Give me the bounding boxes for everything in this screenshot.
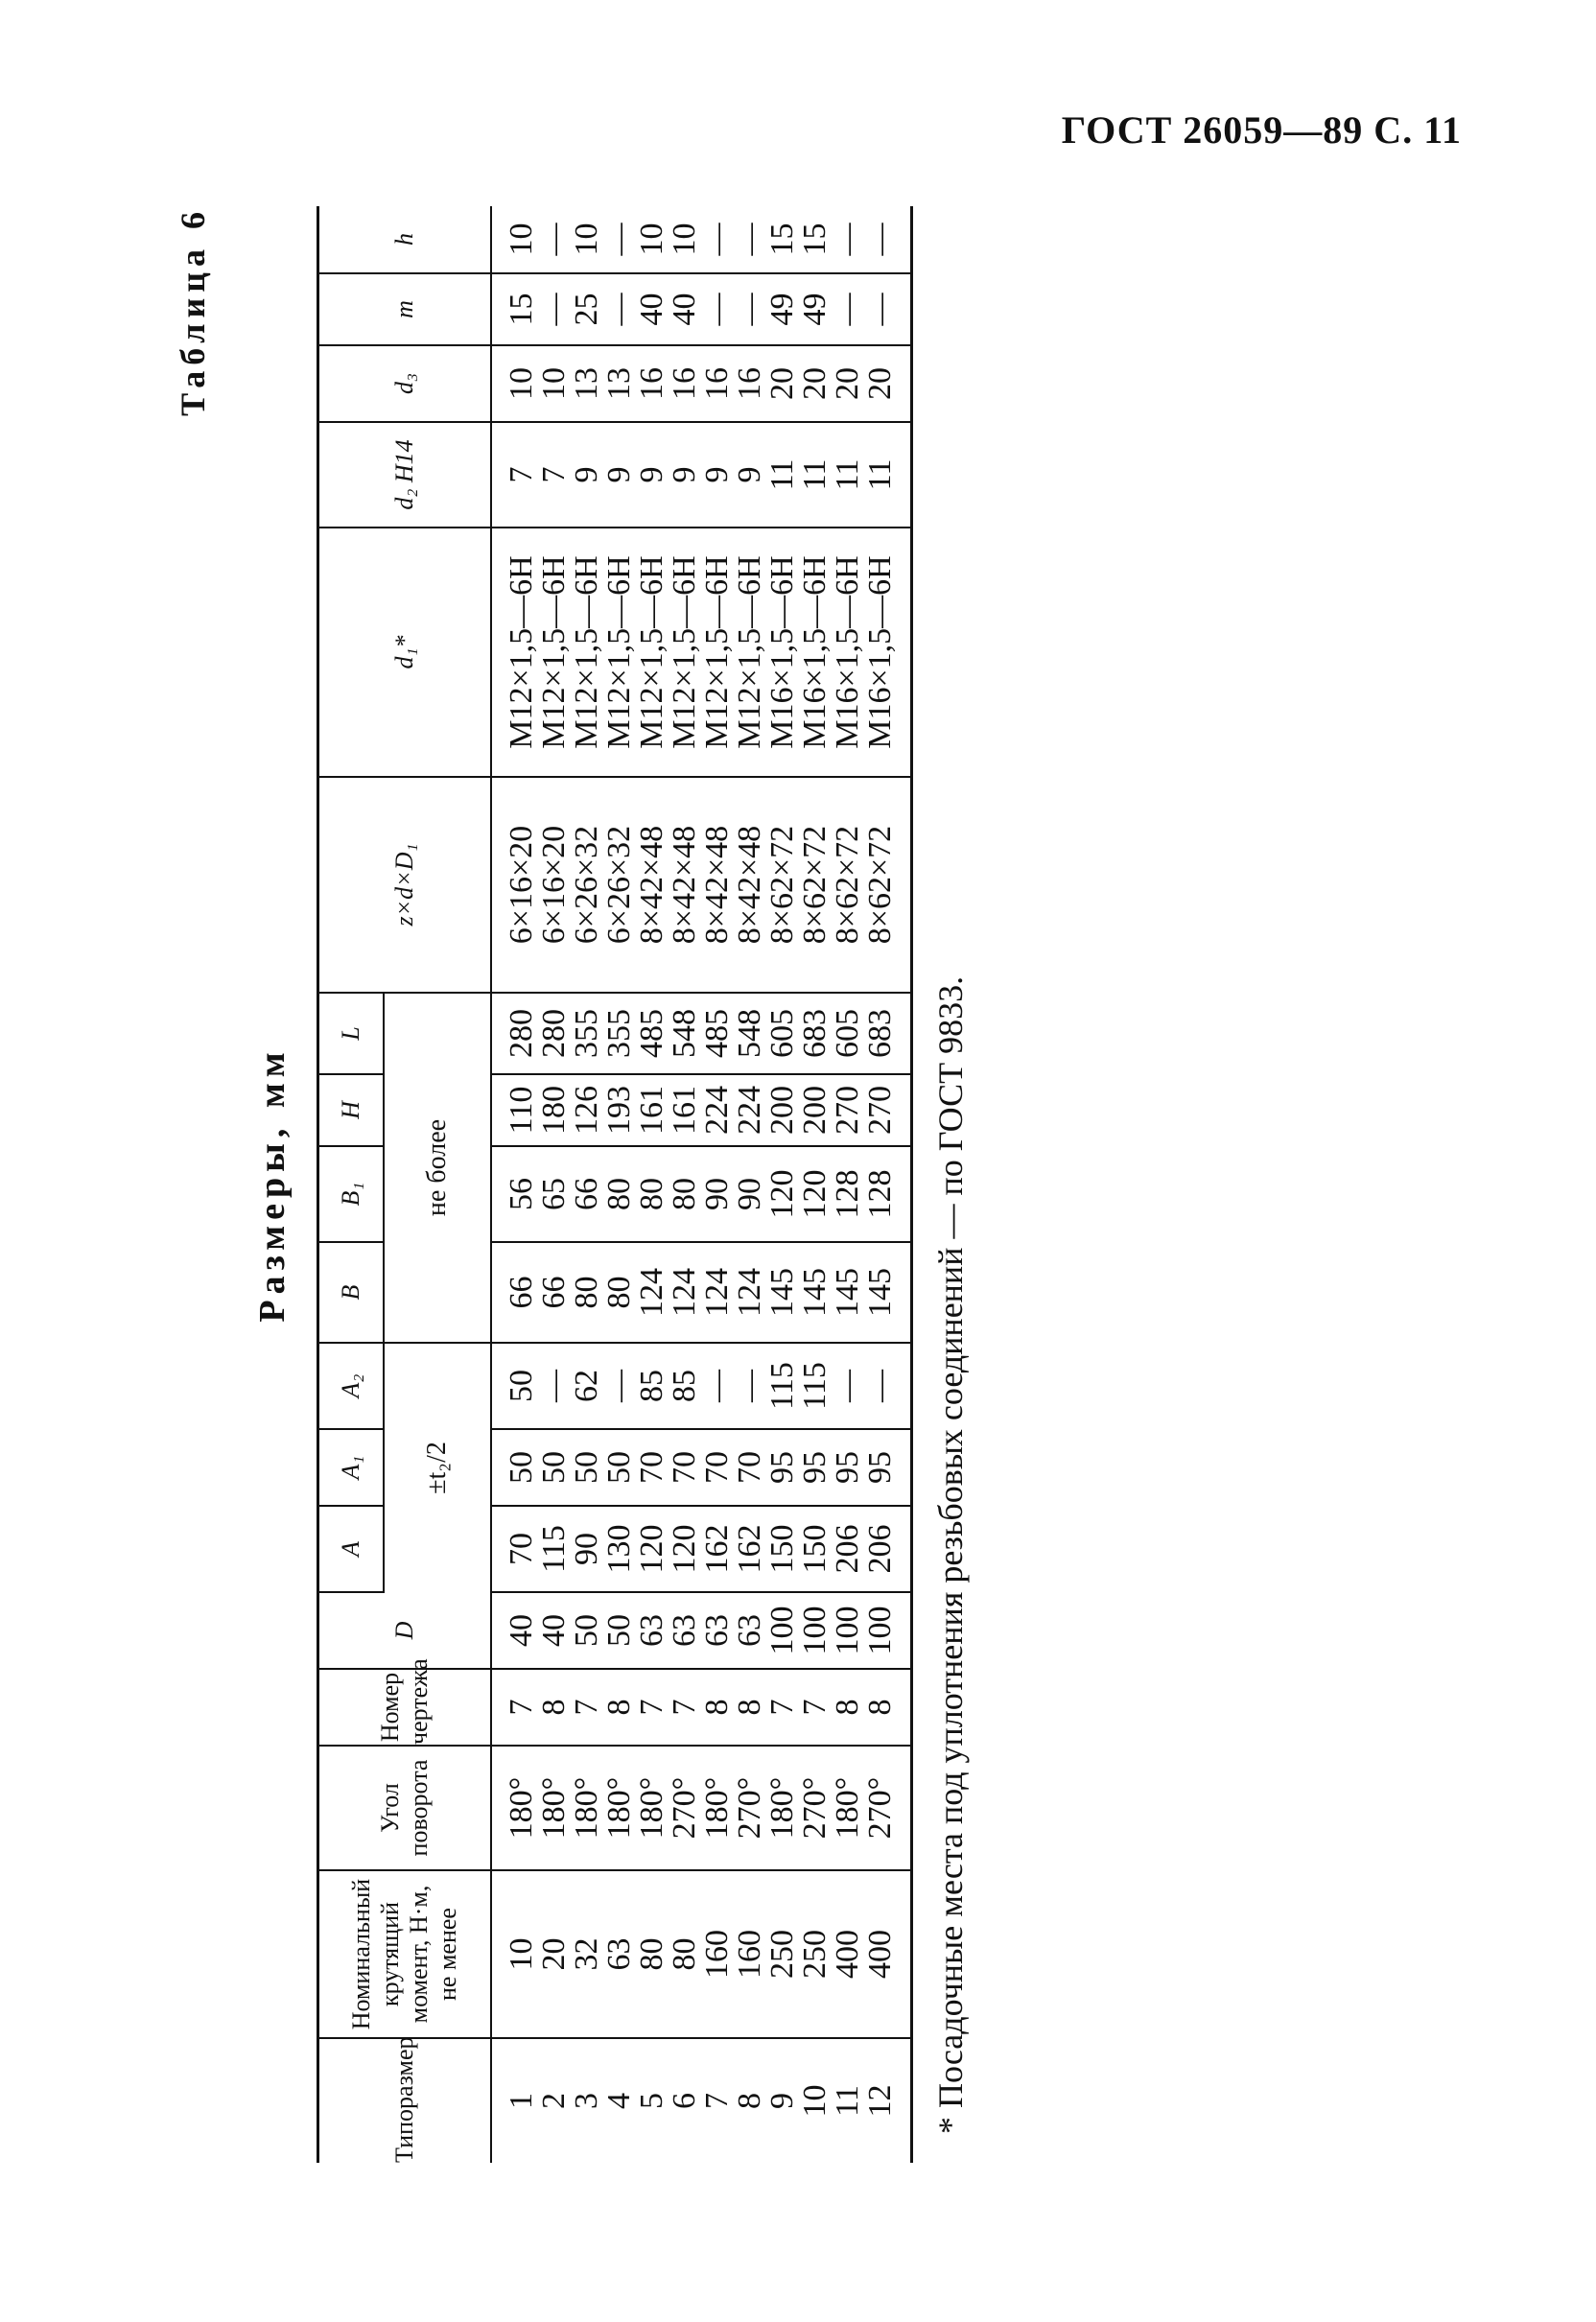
table-cell: 20 [538, 1870, 571, 2038]
table-cell: 124 [636, 1242, 669, 1343]
table-cell: 8×42×48 [701, 777, 734, 993]
table-cell: — [864, 1343, 912, 1429]
table-row [864, 206, 912, 2163]
table-cell: 12 [862, 2084, 898, 2118]
table-cell: 100 [864, 1592, 912, 1669]
table-cell: 20 [832, 345, 864, 422]
table-cell: 8×42×48 [636, 777, 669, 993]
table-cell: 7 [636, 1669, 669, 1746]
table-cell: 90 [734, 1146, 766, 1242]
table-row [603, 206, 636, 2163]
table-cell: 8×62×72 [799, 777, 832, 993]
table-cell: — [701, 206, 734, 273]
table-cell: M12×1,5—6H [636, 528, 669, 777]
table-cell: 95 [864, 1429, 912, 1506]
table-cell: 20 [864, 345, 912, 422]
table-cell: 270 [832, 1074, 864, 1146]
table-cell: 160 [701, 1870, 734, 2038]
table-cell: 120 [766, 1146, 799, 1242]
table-cell: 4 [601, 2093, 637, 2109]
table-cell: 280 [538, 993, 571, 1074]
table-cell: 180° [491, 1746, 538, 1870]
table-cell: 20 [766, 345, 799, 422]
table-cell: M12×1,5—6H [669, 528, 701, 777]
table-cell: 120 [799, 1146, 832, 1242]
table-cell: 40 [669, 273, 701, 345]
table-cell: 124 [669, 1242, 701, 1343]
table-cell: M12×1,5—6H [734, 528, 766, 777]
table-cell: 250 [766, 1870, 799, 2038]
table-cell: 10 [797, 2084, 833, 2118]
table-cell: 20 [799, 345, 832, 422]
table-cell: 50 [571, 1592, 603, 1669]
table-cell: 250 [799, 1870, 832, 2038]
table-label: Таблица 6 [174, 206, 212, 416]
table-cell: 9 [636, 422, 669, 528]
table-cell: 11 [864, 422, 912, 528]
table-cell: 8 [701, 1669, 734, 1746]
table-cell: 120 [636, 1506, 669, 1592]
table-cell: 270 [864, 1074, 912, 1146]
table-cell: 280 [491, 993, 538, 1074]
table-cell: 5 [634, 2093, 669, 2109]
table-cell: 10 [538, 345, 571, 422]
table-cell: 7 [699, 2093, 735, 2109]
table-cell: 63 [603, 1870, 636, 2038]
col-A: A [318, 1506, 385, 1592]
table-cell: 224 [701, 1074, 734, 1146]
table-cell: 130 [603, 1506, 636, 1592]
col-B1: B₁ [318, 1146, 385, 1242]
col-h: h [318, 206, 492, 273]
table-cell: 6×26×32 [603, 777, 636, 993]
table-cell: 150 [766, 1506, 799, 1592]
table-cell: 6×26×32 [571, 777, 603, 993]
table-cell: 150 [799, 1506, 832, 1592]
table-cell: — [538, 206, 571, 273]
table-cell: 80 [636, 1870, 669, 2038]
table-row [734, 206, 766, 2163]
table-cell: 180° [538, 1746, 571, 1870]
table-cell: — [701, 1343, 734, 1429]
col-drawing-no: Номер чертежа [318, 1669, 492, 1746]
table-cell: 145 [799, 1242, 832, 1343]
table-cell: 7 [491, 1669, 538, 1746]
table-cell: 7 [766, 1669, 799, 1746]
table-cell: 80 [669, 1146, 701, 1242]
table-cell: 115 [799, 1343, 832, 1429]
table-cell: 66 [538, 1242, 571, 1343]
table-cell: 160 [734, 1870, 766, 2038]
table-cell: 270° [669, 1746, 701, 1870]
table-cell: 6 [667, 2093, 702, 2109]
table-cell: 270° [799, 1746, 832, 1870]
table-cell: 7 [669, 1669, 701, 1746]
table-row [766, 206, 799, 2163]
col-torque: Номинальный крутящий момент, Н·м, не менее [318, 1870, 492, 2038]
table-cell: 15 [766, 206, 799, 273]
table-cell: 124 [734, 1242, 766, 1343]
table-cell: — [734, 273, 766, 345]
table-cell: 7 [491, 422, 538, 528]
col-m: m [318, 273, 492, 345]
table-cell: 63 [636, 1592, 669, 1669]
table-cell: 63 [701, 1592, 734, 1669]
table-cell: 8 [538, 1669, 571, 1746]
table-cell: 548 [734, 993, 766, 1074]
table-cell: M12×1,5—6H [571, 528, 603, 777]
table-cell: 206 [864, 1506, 912, 1592]
rotated-table-block [173, 206, 970, 2163]
table-cell: 50 [538, 1429, 571, 1506]
table-cell: 62 [571, 1343, 603, 1429]
table-cell: 161 [636, 1074, 669, 1146]
table-cell: 180° [766, 1746, 799, 1870]
table-cell: 49 [799, 273, 832, 345]
table-cell: 126 [571, 1074, 603, 1146]
table-cell: 193 [603, 1074, 636, 1146]
table-cell: 1 [504, 2093, 539, 2109]
table-cell: 400 [832, 1870, 864, 2038]
table-cell: — [832, 206, 864, 273]
units-caption: Размеры, мм [252, 1046, 293, 1323]
table-cell: 145 [864, 1242, 912, 1343]
table-cell: 10 [491, 206, 538, 273]
table-cell: 10 [491, 345, 538, 422]
table-cell: 180° [832, 1746, 864, 1870]
table-cell: 50 [491, 1429, 538, 1506]
table-cell: 80 [603, 1242, 636, 1343]
table-cell: — [701, 273, 734, 345]
table-cell: 3 [569, 2093, 604, 2109]
table-cell: 224 [734, 1074, 766, 1146]
table-cell: 115 [766, 1343, 799, 1429]
spec-table [317, 206, 913, 2163]
table-cell: M12×1,5—6H [603, 528, 636, 777]
table-row [799, 206, 832, 2163]
table-cell: — [538, 273, 571, 345]
table-cell: 400 [864, 1870, 912, 2038]
table-cell: 180° [571, 1746, 603, 1870]
table-cell: — [603, 273, 636, 345]
table-cell: 40 [636, 273, 669, 345]
table-cell: 100 [799, 1592, 832, 1669]
table-cell: 2 [536, 2093, 572, 2109]
table-cell: 50 [603, 1429, 636, 1506]
table-row [571, 206, 603, 2163]
table-cell: 8×62×72 [832, 777, 864, 993]
table-cell: 65 [538, 1146, 571, 1242]
table-row [491, 206, 538, 2163]
table-cell: — [864, 206, 912, 273]
table-cell: 90 [571, 1506, 603, 1592]
table-cell: 25 [571, 273, 603, 345]
table-row [832, 206, 864, 2163]
table-cell: 13 [603, 345, 636, 422]
table-cell: 683 [864, 993, 912, 1074]
table-cell: 16 [669, 345, 701, 422]
table-cell: 100 [766, 1592, 799, 1669]
table-cell: — [603, 206, 636, 273]
table-cell: 6×16×20 [491, 777, 538, 993]
table-cell: 80 [636, 1146, 669, 1242]
table-cell: M16×1,5—6H [799, 528, 832, 777]
table-body [491, 206, 912, 2163]
table-cell: 115 [538, 1506, 571, 1592]
table-cell: 605 [766, 993, 799, 1074]
table-cell: 8 [832, 1669, 864, 1746]
table-cell: 605 [832, 993, 864, 1074]
table-cell: M16×1,5—6H [864, 528, 912, 777]
table-cell: 7 [571, 1669, 603, 1746]
table-cell: — [603, 1343, 636, 1429]
col-L: L [318, 993, 385, 1074]
table-cell: 40 [491, 1592, 538, 1669]
table-cell: 95 [799, 1429, 832, 1506]
table-cell: 80 [603, 1146, 636, 1242]
table-cell: 200 [766, 1074, 799, 1146]
table-cell: 270° [864, 1746, 912, 1870]
table-cell: 9 [764, 2093, 800, 2109]
table-cell: 11 [830, 2085, 865, 2117]
table-cell: — [832, 273, 864, 345]
footnote: * Посадочные места под уплотнения резьбовых соединений — по ГОСТ 9833. [931, 975, 970, 2134]
table-cell: 70 [669, 1429, 701, 1506]
table-cell: 49 [766, 273, 799, 345]
table-cell: 270° [734, 1746, 766, 1870]
table-cell: 8×62×72 [766, 777, 799, 993]
table-cell: 10 [491, 1870, 538, 2038]
table-cell: 100 [832, 1592, 864, 1669]
table-cell: 15 [491, 273, 538, 345]
table-cell: 85 [636, 1343, 669, 1429]
table-cell: 10 [669, 206, 701, 273]
table-cell: 16 [636, 345, 669, 422]
table-cell: 95 [832, 1429, 864, 1506]
table-cell: 63 [669, 1592, 701, 1669]
table-cell: 80 [571, 1242, 603, 1343]
table-cell: 80 [669, 1870, 701, 2038]
table-cell: 50 [491, 1343, 538, 1429]
table-cell: 8 [732, 2093, 767, 2109]
col-B: B [318, 1242, 385, 1343]
table-cell: 8×62×72 [864, 777, 912, 993]
table-cell: 9 [701, 422, 734, 528]
col-angle: Угол поворота [318, 1746, 492, 1870]
table-cell: 206 [832, 1506, 864, 1592]
col-H: H [318, 1074, 385, 1146]
table-cell: 161 [669, 1074, 701, 1146]
table-cell: 85 [669, 1343, 701, 1429]
table-cell: 128 [864, 1146, 912, 1242]
table-cell: 50 [603, 1592, 636, 1669]
table-cell: 8 [864, 1669, 912, 1746]
table-cell: 66 [571, 1146, 603, 1242]
table-cell: 32 [571, 1870, 603, 2038]
table-cell: M16×1,5—6H [766, 528, 799, 777]
table-row [538, 206, 571, 2163]
table-row [636, 206, 669, 2163]
col-d1: d₁* [318, 528, 492, 777]
table-cell: 9 [669, 422, 701, 528]
table-cell: 9 [571, 422, 603, 528]
table-cell: 70 [636, 1429, 669, 1506]
table-cell: 162 [734, 1506, 766, 1592]
table-cell: 9 [603, 422, 636, 528]
table-cell: 11 [766, 422, 799, 528]
table-row [701, 206, 734, 2163]
col-zdD1: z×d×D₁ [318, 777, 492, 993]
table-cell: 485 [701, 993, 734, 1074]
table-cell: M12×1,5—6H [701, 528, 734, 777]
tolerance-note: ±t₂/2 [384, 1343, 491, 1592]
table-cell: — [734, 206, 766, 273]
table-cell: 11 [832, 422, 864, 528]
table-cell: 15 [799, 206, 832, 273]
col-type-size: Типоразмер [318, 2038, 492, 2163]
table-cell: 7 [799, 1669, 832, 1746]
table-cell: 9 [734, 422, 766, 528]
table-cell: 110 [491, 1074, 538, 1146]
col-d3: d₃ [318, 345, 492, 422]
table-cell: 124 [701, 1242, 734, 1343]
table-cell: — [864, 273, 912, 345]
table-cell: 7 [538, 422, 571, 528]
table-cell: — [538, 1343, 571, 1429]
table-cell: 56 [491, 1146, 538, 1242]
table-cell: 180° [603, 1746, 636, 1870]
table-cell: M16×1,5—6H [832, 528, 864, 777]
table-cell: 145 [766, 1242, 799, 1343]
table-cell: 63 [734, 1592, 766, 1669]
table-cell: 16 [734, 345, 766, 422]
table-cell: 66 [491, 1242, 538, 1343]
table-cell: 70 [491, 1506, 538, 1592]
table-cell: 90 [701, 1146, 734, 1242]
table-cell: 40 [538, 1592, 571, 1669]
table-cell: 180° [701, 1746, 734, 1870]
table-cell: — [832, 1343, 864, 1429]
table-cell: 145 [832, 1242, 864, 1343]
table-cell: 355 [571, 993, 603, 1074]
table-cell: 355 [603, 993, 636, 1074]
max-note: не более [384, 993, 491, 1343]
table-cell: 70 [734, 1429, 766, 1506]
table-cell: 11 [799, 422, 832, 528]
table-cell: 10 [636, 206, 669, 273]
table-cell: 50 [571, 1429, 603, 1506]
page-header: ГОСТ 26059—89 С. 11 [1061, 108, 1462, 152]
table-cell: 683 [799, 993, 832, 1074]
table-cell: M12×1,5—6H [538, 528, 571, 777]
table-cell: 95 [766, 1429, 799, 1506]
col-A2: A₂ [318, 1343, 385, 1429]
table-cell: 70 [701, 1429, 734, 1506]
table-cell: 16 [701, 345, 734, 422]
table-cell: 8 [734, 1669, 766, 1746]
table-cell: — [734, 1343, 766, 1429]
table-cell: M12×1,5—6H [491, 528, 538, 777]
table-cell: 10 [571, 206, 603, 273]
table-cell: 8×42×48 [669, 777, 701, 993]
table-cell: 200 [799, 1074, 832, 1146]
table-cell: 6×16×20 [538, 777, 571, 993]
col-A1: A₁ [318, 1429, 385, 1506]
col-D: D [318, 1592, 492, 1669]
table-cell: 180 [538, 1074, 571, 1146]
table-cell: 8×42×48 [734, 777, 766, 993]
table-cell: 548 [669, 993, 701, 1074]
table-cell: 8 [603, 1669, 636, 1746]
table-cell: 120 [669, 1506, 701, 1592]
table-cell: 162 [701, 1506, 734, 1592]
col-d2: d₂ H14 [318, 422, 492, 528]
table-cell: 13 [571, 345, 603, 422]
table-row [669, 206, 701, 2163]
table-cell: 180° [636, 1746, 669, 1870]
table-cell: 485 [636, 993, 669, 1074]
table-cell: 128 [832, 1146, 864, 1242]
